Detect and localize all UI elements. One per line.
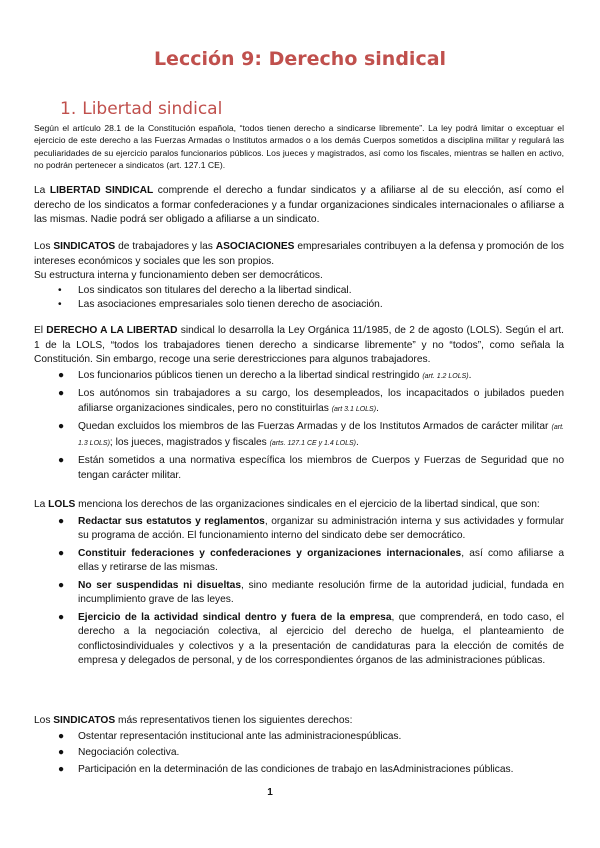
p3-bullet-list [34,369,564,484]
p4-text-a: La [34,499,49,510]
bullet-icon: ● [58,763,65,775]
list-item-text: Están sometidos a una normativa específica los miembros de Cuerpos y Fuerzas de Seguridad que no tengan carácter militar. [78,455,564,481]
bullet-icon: ● [58,611,65,623]
list-item [34,454,564,483]
list-item-text: Los autónomos sin trabajadores a su cargo, los desempleados, los incapacitados o jubilados pueden afiliarse organizaciones sindicales, pero no constituirlas [78,388,564,414]
intro-paragraph: Según el artículo 28.1 de la Constitución española, “todos tienen derecho a sindicarse libremente”. La ley podrá limitar o exceptuar el ejercicio de este derecho a las Fuerzas Armadas o Institutos armados o a los demás Cuerpos sometidos a disciplina militar y regulará las peculiaridades de su ejercicio paralos funcionarios públicos. Los jueces y magistrados, así como los fiscales, mientras se hallen en activo, no podrán pertenecer a sindicatos (art. 127.1 CE). [34,123,564,171]
bullet-icon: ● [58,455,65,466]
p2-text-a: Los [34,241,54,252]
list-item-text: , así como afiliarse a ellas y retirarse de las mismas. [78,547,564,573]
bullet-icon: • [58,284,62,296]
p3-bold: DERECHO A LA LIBERTAD [46,325,178,336]
p3-text [34,324,564,368]
p2-bold-asociaciones: ASOCIACIONES [215,241,295,252]
list-item-text: Los funcionarios públicos tienen un derecho a la libertad sindical restringido [78,369,423,381]
bullet-icon: ● [58,369,65,381]
p3-text-b: sindical lo desarrolla la Ley Orgánica 11/1985, de 2 de agosto (LOLS). Según el art. 1 de la LOLS, “todos los trabajadores tienen derecho a sindicarse libremente” y no “todos”, como señala la Constitución. Sin embargo, recoge una serie derestricciones para algunos trabajadores. [34,325,564,365]
p5-text [34,714,564,729]
p4-bullet-list [34,515,564,669]
p2-text-b: de trabajadores y las [115,241,216,252]
bullet-icon: ● [58,388,65,399]
list-item [34,387,564,417]
bullet-icon: ● [58,730,65,742]
list-item-bold: Constituir federaciones y confederaciones y organizaciones internacionales [78,547,462,559]
list-item-tail: . [355,436,359,448]
list-item-tail: ; los jueces, magistrados y fiscales [109,436,270,448]
paragraph-libertad-sindical [34,184,564,228]
p4-bold: LOLS [48,499,76,510]
page-title: Lección 9: Derecho sindical [153,48,447,70]
bullet-icon: ● [58,747,65,758]
list-item-text: Ostentar representación institucional ante las administracionespúblicas. [78,730,402,742]
list-item [34,730,564,745]
p1-text-b: comprende el derecho a fundar sindicatos y a afiliarse al de su elección, así como el derecho de los sindicatos a formar confederaciones y a fundar organizaciones sindicales internacionales o afiliarse a las mismas. Nadie podrá ser obligado a afiliarse a un sindicato. [34,185,564,225]
p5-bullet-list [34,730,564,778]
bullet-icon: • [58,299,62,310]
list-item-text: Las asociaciones empresariales solo tienen derecho de asociación. [78,299,383,310]
p5-text-a: Los [34,715,54,726]
list-item-tail: . [376,402,379,414]
p2-text-c: empresariales contribuyen a la defensa y promoción de los intereses económicos y sociales que les son propios. [34,241,564,267]
section-number: 1. [60,99,77,119]
p4-text-b: menciona los derechos de las organizaciones sindicales en el ejercicio de la libertad sindical, que son: [75,499,540,510]
list-item-text: Los sindicatos son titulares del derecho a la libertad sindical. [78,284,352,296]
list-item [34,611,564,669]
p2-bullet-list [34,284,564,313]
list-item [34,369,564,385]
list-item [34,579,564,608]
legal-reference: (art 3.1 LOLS) [331,405,377,413]
list-item-text: Participación en la determinación de las condiciones de trabajo en lasAdministraciones públicas. [78,763,514,775]
paragraph-derecho-libertad [34,324,564,483]
list-item-bold: No ser suspendidas ni disueltas [78,579,242,591]
list-item-text: Negociación colectiva. [78,747,180,758]
p4-text [34,498,564,513]
p3-text-a: El [34,325,47,336]
page-number: 1 [267,787,273,798]
p2-bold-sindicatos: SINDICATOS [53,241,116,252]
bullet-icon: ● [58,547,65,559]
list-item [34,746,564,761]
list-item-tail: . [468,369,472,381]
p1-text-a: La [34,185,50,196]
list-item-bold: Ejercicio de la actividad sindical dentro y fuera de la empresa [78,611,392,623]
legal-reference: (art. 1.2 LOLS) [422,372,469,380]
paragraph-sindicatos [34,240,564,313]
bullet-icon: ● [58,579,65,591]
list-item [34,284,564,299]
list-item-text: , sino mediante resolución firme de la autoridad judicial, fundada en incumplimiento grave de las leyes. [78,579,564,605]
list-item [34,547,564,576]
p2-text [34,240,564,269]
paragraph-sindicatos-representativos [34,714,564,777]
list-item [34,298,564,313]
list-item-text: Quedan excluidos los miembros de las Fuerzas Armadas y de los Institutos Armados de carácter militar [78,421,552,432]
list-item [34,420,564,451]
p5-text-b: más representativos tienen los siguientes derechos: [115,715,353,726]
p1-bold: LIBERTAD SINDICAL [49,185,154,196]
bullet-icon: ● [58,421,65,432]
list-item-bold: Redactar sus estatutos y reglamentos [78,515,265,527]
p2-line2: Su estructura interna y funcionamiento deben ser democráticos. [34,270,323,281]
list-item-text: , organizar su administración interna y sus actividades y formular su programa de acción. El funcionamiento interno del sindicato debe ser democrático. [78,515,564,541]
list-item-text: , que comprenderá, en todo caso, el derecho a la negociación colectiva, al ejercicio del derecho de huelga, el planteamiento de conflictosindividuales y colectivos y a la presentación de candidaturas para la elección de comités de empresa y delegados de personal, y de los correspondientes órganos de las administraciones públicas. [78,611,564,666]
p5-bold: SINDICATOS [53,715,116,726]
legal-reference: (arts. 127.1 CE y 1.4 LOLS) [269,439,356,447]
section-heading-text: Libertad sindical [82,99,223,119]
legal-reference: (art. 1.3 LOLS) [78,424,564,447]
section-heading [60,99,222,119]
bullet-icon: ● [58,515,65,527]
list-item [34,763,564,778]
paragraph-lols [34,498,564,669]
list-item [34,515,564,544]
